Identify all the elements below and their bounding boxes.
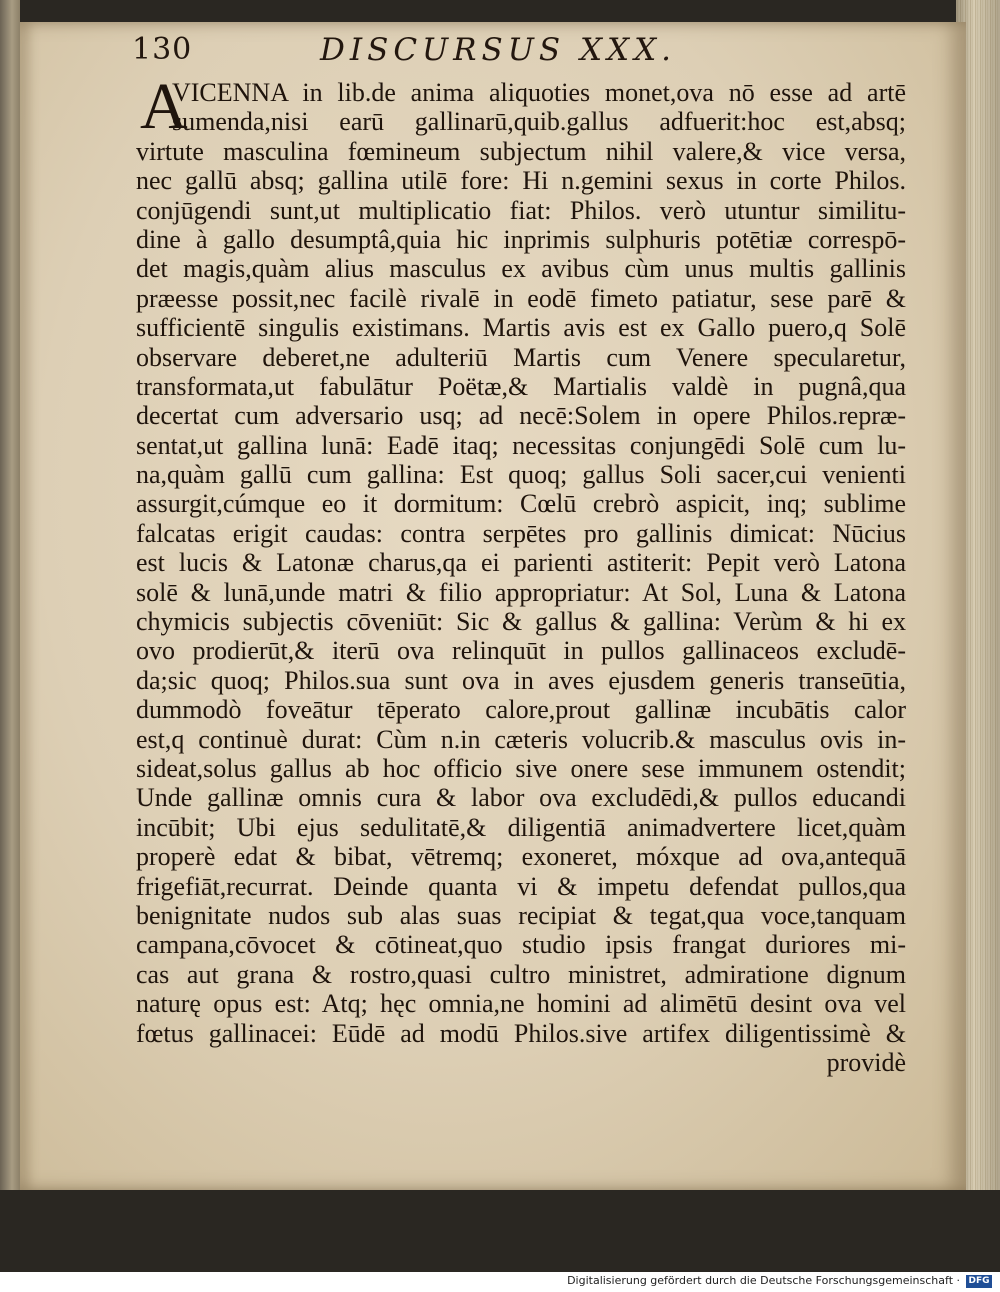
digitization-credit: Digitalisierung gefördert durch die Deutsche Forschungsgemeinschaft · — [567, 1274, 960, 1287]
text-line: frigefiāt,recurrat. Deinde quanta vi & impetu defendat pullos,qua — [136, 871, 906, 901]
text-line: providè — [826, 1047, 906, 1077]
text-line: virtute masculina fœmineum subjectum nihil valere,& vice versa, — [136, 136, 906, 166]
drop-initial: A — [140, 70, 188, 143]
text-line: assurgit,cúmque eo it dormitum: Cœlū crebrò aspicit, inq; sublime — [136, 489, 906, 519]
text-line: campana,cōvocet & cōtineat,quo studio ipsis frangat duriores mi- — [136, 930, 906, 960]
text-line: conjūgendi sunt,ut multiplicatio fiat: Philos. verò utuntur similitu- — [136, 195, 906, 225]
text-line: properè edat & bibat, vētremq; exoneret, móxque ad ova,antequā — [136, 842, 906, 872]
text-line: decertat cum adversario usq; ad necē:Solem in opere Philos.repræ- — [136, 401, 906, 431]
text-line: na,quàm gallū cum gallina: Est quoq; gallus Soli sacer,cui venienti — [136, 460, 906, 490]
text-line: sumenda,nisi earū gallinarū,quib.gallus adfuerit:hoc est,absq; — [172, 107, 906, 137]
footer-bar — [0, 1272, 1000, 1292]
text-line: est,q continuè durat: Cùm n.in cæteris volucrib.& masculus ovis in- — [136, 724, 906, 754]
text-line: sufficientē singulis existimans. Martis avis est ex Gallo puero,q Solē — [136, 313, 906, 343]
text-line: falcatas erigit caudas: contra serpētes pro gallinis dimicat: Nūcius — [136, 518, 906, 548]
text-line: transformata,ut fabulātur Poëtæ,& Martialis valdè in pugnâ,qua — [136, 371, 906, 401]
page-number: 130 — [132, 32, 193, 67]
text-line: VICENNA in lib.de anima aliquoties monet,ova nō esse ad artē — [172, 78, 906, 107]
text-line: dine à gallo desumptâ,quia hic inprimis sulphuris potētiæ correspō- — [136, 224, 906, 254]
text-line: naturę opus est: Atq; hęc omnia,ne homini ad alimētū desint ova vel — [136, 989, 906, 1019]
text-line: incūbit; Ubi ejus sedulitatē,& diligentiā animadvertere licet,quàm — [136, 812, 906, 842]
body-text — [136, 78, 906, 1077]
running-head: DISCURSUS XXX. — [320, 32, 677, 68]
text-line: cas aut grana & rostro,quasi cultro ministret, admiratione dignum — [136, 959, 906, 989]
text-line: chymicis subjectis cōveniūt: Sic & gallus & gallina: Verùm & hi ex — [136, 607, 906, 637]
text-line: præesse possit,nec facilè rivalē in eodē fimeto patiatur, sese parē & — [136, 283, 906, 313]
text-line: sentat,ut gallina lunā: Eadē itaq; necessitas conjungēdi Solē cum lu- — [136, 430, 906, 460]
text-line: sideat,solus gallus ab hoc officio sive onere sese immunem ostendit; — [136, 753, 906, 783]
text-line: Unde gallinæ omnis cura & labor ova excludēdi,& pullos educandi — [136, 783, 906, 813]
text-line: est lucis & Latonæ charus,qa ei parienti astiterit: Pepit verò Latona — [136, 548, 906, 578]
text-line: dummodò foveātur tēperato calore,prout gallinæ incubātis calor — [136, 695, 906, 725]
text-line: fœtus gallinacei: Eūdē ad modū Philos.sive artifex diligentissimè & — [136, 1018, 906, 1048]
text-line: nec gallū absq; gallina utilē fore: Hi n.gemini sexus in corte Philos. — [136, 166, 906, 196]
text-line: da;sic quoq; Philos.sua sunt ova in aves ejusdem generis transeūtia, — [136, 665, 906, 695]
text-line: det magis,quàm alius masculus ex avibus cùm unus multis gallinis — [136, 254, 906, 284]
text-line: solē & lunā,unde matri & filio appropriatur: At Sol, Luna & Latona — [136, 577, 906, 607]
text-line: benignitate nudos sub alas suas recipiat & tegat,qua voce,tanquam — [136, 900, 906, 930]
text-line: ovo prodierūt,& iterū ova relinquūt in pullos gallinaceos excludē- — [136, 636, 906, 666]
book-spine — [0, 0, 20, 1190]
text-line: observare deberet,ne adulteriū Martis cum Venere specularetur, — [136, 342, 906, 372]
dfg-logo: DFG — [966, 1275, 992, 1288]
